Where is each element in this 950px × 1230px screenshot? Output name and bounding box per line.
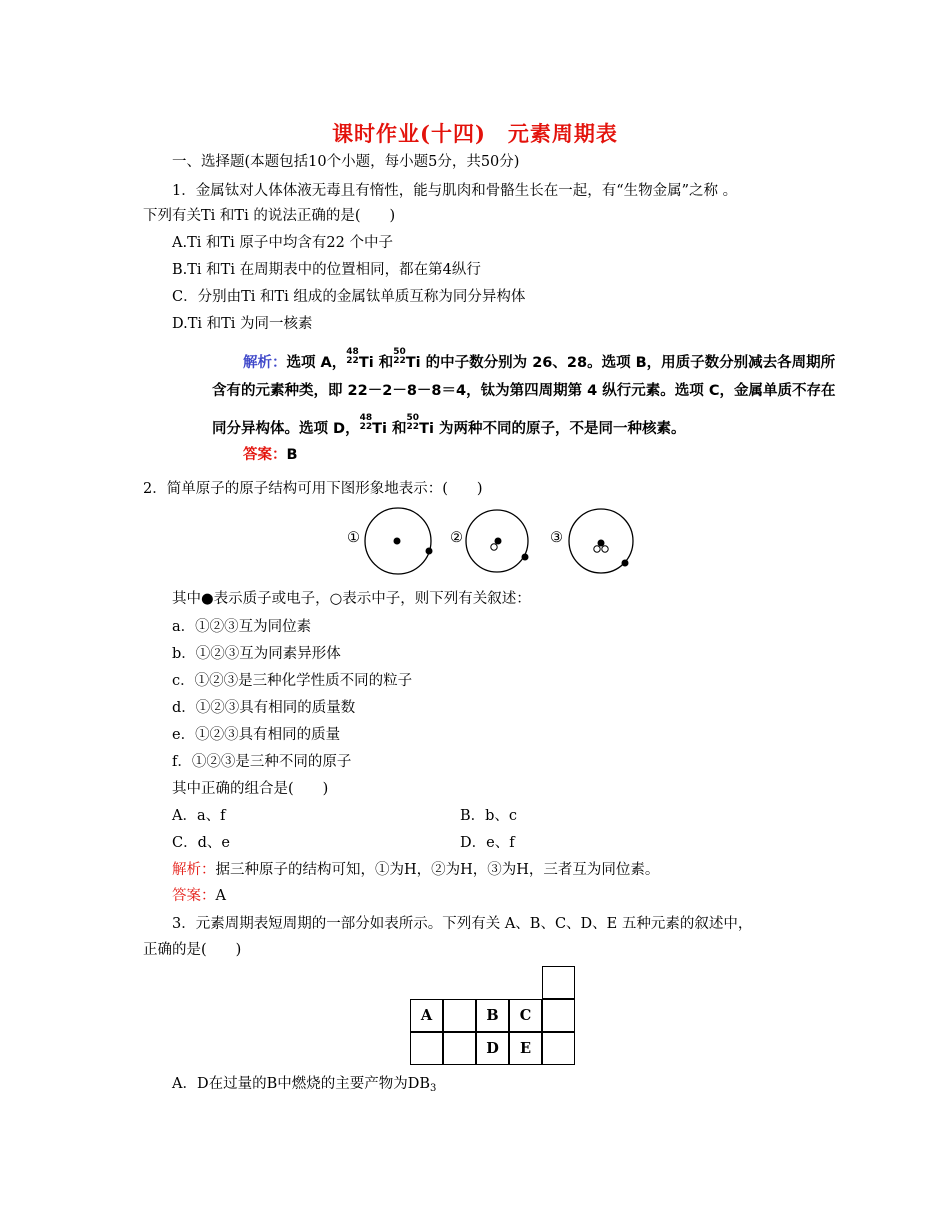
table-cell-empty (443, 1032, 476, 1065)
q1-analysis-line2: 含有的元素种类，即 22－2－8－8＝4，钛为第四周期第 4 纵行元素。选项 C，金属单质不存在 (212, 383, 836, 399)
isotope-ti48: 48 22 (346, 347, 359, 366)
fig-label-2: ② (450, 530, 463, 546)
q1-stem-line1: 1．金属钛对人体体液无毒且有惰性，能与肌肉和骨骼生长在一起，有“生物金属”之称 。 (172, 183, 738, 199)
fig-label-1: ① (347, 530, 360, 546)
q1-analysis-line1: 解析：选项 A， 48 22 Ti 和 50 22 Ti 的中子数分别为 26、28。选项 B，用质子数分别减去各周期所 (243, 347, 836, 371)
table-cell-empty (542, 966, 575, 999)
q2-question: 其中正确的组合是( ) (172, 781, 329, 797)
table-cell-empty (410, 1032, 443, 1065)
q3-stem-line2: 正确的是( ) (143, 942, 242, 958)
q2-statement-d: d．①②③具有相同的质量数 (172, 700, 356, 716)
q2-legend: 其中●表示质子或电子，○表示中子，则下列有关叙述： (172, 591, 531, 607)
table-cell-e: E (509, 1032, 542, 1065)
table-cell-empty (542, 999, 575, 1032)
q2-stem: 2．简单原子的原子结构可用下图形象地表示：( ) (143, 481, 483, 497)
q2-option-a: A．a、f (172, 808, 226, 824)
q1-option-a: A.Ti 和Ti 原子中均含有22 个中子 (172, 235, 393, 251)
table-cell-empty (443, 999, 476, 1032)
q3-stem-line1: 3．元素周期表短周期的一部分如表所示。下列有关 A、B、C、D、E 五种元素的叙述中， (172, 916, 753, 932)
table-cell-a: A (410, 999, 443, 1032)
q2-option-b: B．b、c (460, 808, 518, 824)
atom-figure-2 (463, 505, 543, 585)
q1-stem-line2: 下列有关Ti 和Ti 的说法正确的是( ) (143, 208, 396, 224)
section-header: 一、选择题(本题包括10个小题，每小题5分，共50分) (172, 154, 520, 170)
q2-analysis: 解析：据三种原子的结构可知，①为H，②为H，③为H，三者互为同位素。 (172, 862, 660, 878)
q1-answer-label: 答案： (243, 447, 287, 463)
q1-option-c: C．分别由Ti 和Ti 组成的金属钛单质互称为同分异构体 (172, 289, 526, 305)
q3-option-a: A．D在过量的B中燃烧的主要产物为$DB_3$ (172, 1076, 437, 1094)
q2-statement-e: e．①②③具有相同的质量 (172, 727, 341, 743)
q1-analysis-line3: 同分异构体。选项 D， 48 22 Ti 和 50 22 Ti 为两种不同的原子，不是同一种核素。 (212, 413, 686, 437)
q2-option-c: C．d、e (172, 835, 230, 851)
q1-analysis-label: 解析： (243, 355, 287, 371)
q1-option-b: B.Ti 和Ti 在周期表中的位置相同，都在第4纵行 (172, 262, 481, 278)
atom-figure-1 (362, 505, 442, 585)
q2-statement-f: f．①②③是三种不同的原子 (172, 754, 352, 770)
q1-answer: 答案：B (243, 447, 298, 463)
table-cell-d: D (476, 1032, 509, 1065)
q2-analysis-label: 解析： (172, 862, 216, 878)
table-cell-b: B (476, 999, 509, 1032)
page-title: 课时作业(十四) 元素周期表 (332, 121, 618, 146)
isotope-ti50: 50 22 (393, 347, 406, 366)
q2-statement-b: b．①②③互为同素异形体 (172, 646, 341, 662)
q2-statement-a: a．①②③互为同位素 (172, 619, 312, 635)
q2-answer: 答案：A (172, 888, 226, 904)
atom-figure-3 (565, 505, 645, 585)
q2-answer-label: 答案： (172, 888, 216, 904)
q2-option-d: D．e、f (460, 835, 515, 851)
q1-option-d: D.Ti 和Ti 为同一核素 (172, 316, 313, 332)
fig-label-3: ③ (550, 530, 563, 546)
table-cell-c: C (509, 999, 542, 1032)
q2-statement-c: c．①②③是三种化学性质不同的粒子 (172, 673, 413, 689)
table-cell-empty (542, 1032, 575, 1065)
